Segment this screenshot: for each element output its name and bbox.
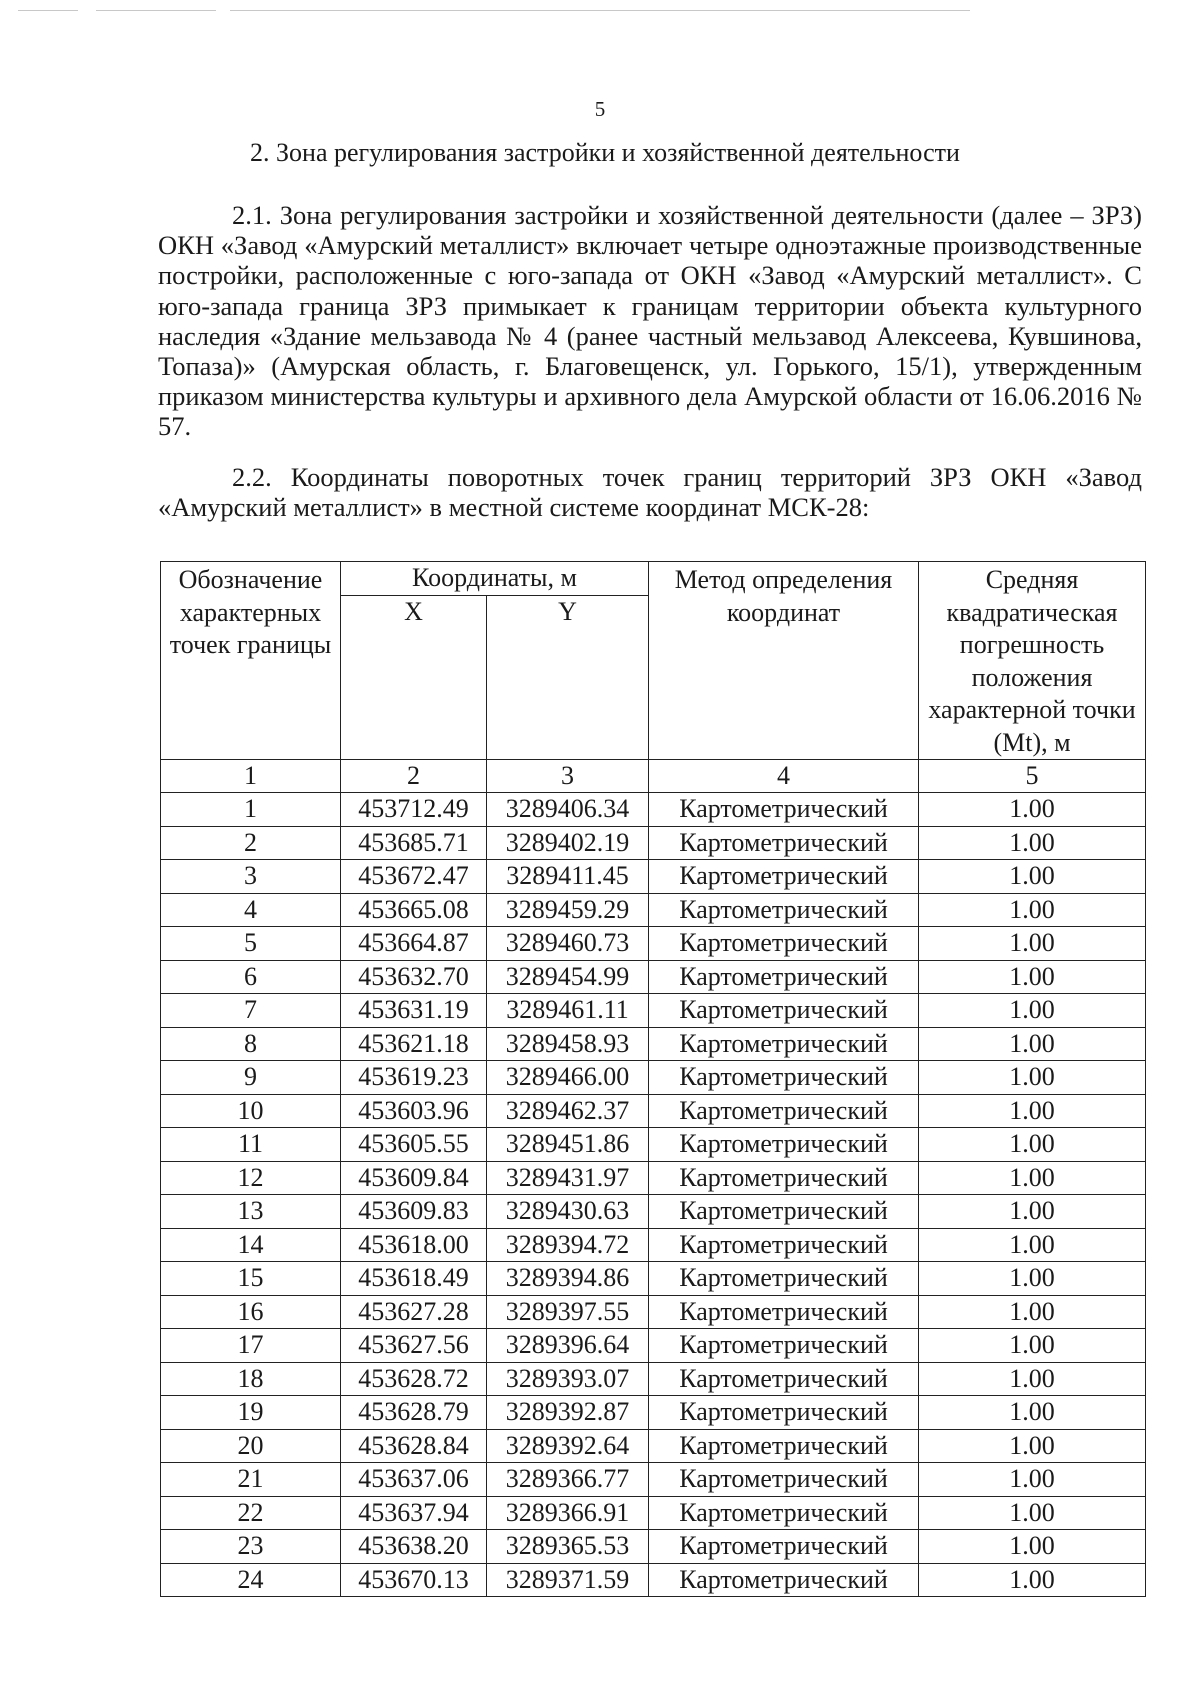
cell-error: 1.00 bbox=[919, 1563, 1146, 1597]
header-coordinates: Координаты, м bbox=[341, 562, 649, 596]
cell-point: 1 bbox=[161, 793, 341, 827]
cell-method: Картометрический bbox=[649, 927, 919, 961]
cell-x: 453664.87 bbox=[341, 927, 487, 961]
cell-method: Картометрический bbox=[649, 1463, 919, 1497]
cell-point: 5 bbox=[161, 927, 341, 961]
cell-y: 3289393.07 bbox=[487, 1362, 649, 1396]
cell-error: 1.00 bbox=[919, 1161, 1146, 1195]
table-row bbox=[161, 1228, 1146, 1262]
cell-x: 453618.00 bbox=[341, 1228, 487, 1262]
column-number: 1 bbox=[161, 760, 341, 793]
cell-y: 3289411.45 bbox=[487, 860, 649, 894]
cell-point: 14 bbox=[161, 1228, 341, 1262]
cell-method: Картометрический bbox=[649, 1228, 919, 1262]
scan-artifact-line bbox=[230, 10, 970, 11]
cell-y: 3289394.72 bbox=[487, 1228, 649, 1262]
scan-artifact-line bbox=[18, 10, 78, 11]
column-number: 4 bbox=[649, 760, 919, 793]
cell-error: 1.00 bbox=[919, 1463, 1146, 1497]
cell-x: 453638.20 bbox=[341, 1530, 487, 1564]
cell-x: 453628.79 bbox=[341, 1396, 487, 1430]
table-row bbox=[161, 793, 1146, 827]
cell-point: 2 bbox=[161, 826, 341, 860]
cell-x: 453605.55 bbox=[341, 1128, 487, 1162]
cell-error: 1.00 bbox=[919, 1530, 1146, 1564]
table-row bbox=[161, 860, 1146, 894]
cell-x: 453670.13 bbox=[341, 1563, 487, 1597]
column-number: 3 bbox=[487, 760, 649, 793]
cell-error: 1.00 bbox=[919, 994, 1146, 1028]
cell-y: 3289431.97 bbox=[487, 1161, 649, 1195]
cell-method: Картометрический bbox=[649, 1094, 919, 1128]
cell-point: 3 bbox=[161, 860, 341, 894]
cell-point: 12 bbox=[161, 1161, 341, 1195]
cell-y: 3289394.86 bbox=[487, 1262, 649, 1296]
table-row bbox=[161, 1496, 1146, 1530]
cell-error: 1.00 bbox=[919, 1027, 1146, 1061]
cell-point: 16 bbox=[161, 1295, 341, 1329]
cell-y: 3289454.99 bbox=[487, 960, 649, 994]
cell-method: Картометрический bbox=[649, 893, 919, 927]
cell-x: 453631.19 bbox=[341, 994, 487, 1028]
header-point: Обозначение характерных точек границы bbox=[161, 562, 341, 760]
cell-error: 1.00 bbox=[919, 1396, 1146, 1430]
cell-x: 453627.56 bbox=[341, 1329, 487, 1363]
cell-point: 22 bbox=[161, 1496, 341, 1530]
table-row bbox=[161, 1362, 1146, 1396]
cell-point: 19 bbox=[161, 1396, 341, 1430]
cell-method: Картометрический bbox=[649, 994, 919, 1028]
cell-method: Картометрический bbox=[649, 1195, 919, 1229]
cell-y: 3289366.77 bbox=[487, 1463, 649, 1497]
table-row bbox=[161, 927, 1146, 961]
table-row bbox=[161, 1329, 1146, 1363]
table-row bbox=[161, 1262, 1146, 1296]
cell-method: Картометрический bbox=[649, 860, 919, 894]
cell-method: Картометрический bbox=[649, 1496, 919, 1530]
table-row bbox=[161, 1396, 1146, 1430]
cell-y: 3289461.11 bbox=[487, 994, 649, 1028]
cell-method: Картометрический bbox=[649, 1027, 919, 1061]
page-number: 5 bbox=[594, 97, 606, 121]
cell-y: 3289371.59 bbox=[487, 1563, 649, 1597]
paragraph-coordinates-intro: 2.2. Координаты поворотных точек границ территорий ЗРЗ ОКН «Завод «Амурский металлист» в местной системе координат МСК-28: bbox=[158, 462, 1142, 523]
cell-x: 453665.08 bbox=[341, 893, 487, 927]
cell-method: Картометрический bbox=[649, 1295, 919, 1329]
cell-point: 9 bbox=[161, 1061, 341, 1095]
scan-artifact-line bbox=[96, 10, 216, 11]
cell-x: 453672.47 bbox=[341, 860, 487, 894]
cell-y: 3289430.63 bbox=[487, 1195, 649, 1229]
header-error: Средняя квадратическая погрешность положения характерной точки (Mt), м bbox=[919, 562, 1146, 760]
cell-point: 7 bbox=[161, 994, 341, 1028]
cell-x: 453618.49 bbox=[341, 1262, 487, 1296]
cell-x: 453628.72 bbox=[341, 1362, 487, 1396]
table-row bbox=[161, 1195, 1146, 1229]
cell-y: 3289460.73 bbox=[487, 927, 649, 961]
cell-x: 453619.23 bbox=[341, 1061, 487, 1095]
cell-method: Картометрический bbox=[649, 1396, 919, 1430]
table-row bbox=[161, 1463, 1146, 1497]
cell-point: 21 bbox=[161, 1463, 341, 1497]
table-row bbox=[161, 1061, 1146, 1095]
cell-method: Картометрический bbox=[649, 1128, 919, 1162]
cell-y: 3289365.53 bbox=[487, 1530, 649, 1564]
table-row bbox=[161, 960, 1146, 994]
cell-y: 3289459.29 bbox=[487, 893, 649, 927]
cell-x: 453685.71 bbox=[341, 826, 487, 860]
cell-y: 3289397.55 bbox=[487, 1295, 649, 1329]
cell-point: 20 bbox=[161, 1429, 341, 1463]
cell-x: 453637.06 bbox=[341, 1463, 487, 1497]
header-method: Метод определения координат bbox=[649, 562, 919, 760]
table-row bbox=[161, 1563, 1146, 1597]
cell-y: 3289466.00 bbox=[487, 1061, 649, 1095]
cell-error: 1.00 bbox=[919, 1094, 1146, 1128]
cell-y: 3289462.37 bbox=[487, 1094, 649, 1128]
header-y: Y bbox=[487, 595, 649, 759]
cell-point: 18 bbox=[161, 1362, 341, 1396]
coordinates-table-body bbox=[161, 793, 1146, 1597]
cell-method: Картометрический bbox=[649, 1262, 919, 1296]
cell-error: 1.00 bbox=[919, 860, 1146, 894]
cell-error: 1.00 bbox=[919, 1362, 1146, 1396]
cell-x: 453712.49 bbox=[341, 793, 487, 827]
cell-point: 6 bbox=[161, 960, 341, 994]
cell-x: 453637.94 bbox=[341, 1496, 487, 1530]
cell-error: 1.00 bbox=[919, 1329, 1146, 1363]
cell-y: 3289458.93 bbox=[487, 1027, 649, 1061]
table-row bbox=[161, 1128, 1146, 1162]
column-number: 2 bbox=[341, 760, 487, 793]
table-row bbox=[161, 1094, 1146, 1128]
cell-y: 3289392.87 bbox=[487, 1396, 649, 1430]
cell-y: 3289406.34 bbox=[487, 793, 649, 827]
cell-x: 453627.28 bbox=[341, 1295, 487, 1329]
cell-point: 23 bbox=[161, 1530, 341, 1564]
cell-x: 453621.18 bbox=[341, 1027, 487, 1061]
cell-y: 3289396.64 bbox=[487, 1329, 649, 1363]
cell-point: 4 bbox=[161, 893, 341, 927]
cell-x: 453632.70 bbox=[341, 960, 487, 994]
cell-x: 453628.84 bbox=[341, 1429, 487, 1463]
table-row bbox=[161, 1429, 1146, 1463]
table-row bbox=[161, 1530, 1146, 1564]
cell-method: Картометрический bbox=[649, 1429, 919, 1463]
table-row bbox=[161, 1161, 1146, 1195]
cell-error: 1.00 bbox=[919, 1295, 1146, 1329]
section-heading: 2. Зона регулирования застройки и хозяйственной деятельности bbox=[250, 138, 960, 167]
cell-method: Картометрический bbox=[649, 1362, 919, 1396]
cell-point: 15 bbox=[161, 1262, 341, 1296]
table-row bbox=[161, 893, 1146, 927]
table-row bbox=[161, 1295, 1146, 1329]
cell-error: 1.00 bbox=[919, 893, 1146, 927]
cell-x: 453609.84 bbox=[341, 1161, 487, 1195]
table-row bbox=[161, 826, 1146, 860]
table-row bbox=[161, 994, 1146, 1028]
cell-method: Картометрический bbox=[649, 1563, 919, 1597]
cell-point: 17 bbox=[161, 1329, 341, 1363]
cell-error: 1.00 bbox=[919, 1061, 1146, 1095]
cell-error: 1.00 bbox=[919, 1228, 1146, 1262]
cell-point: 24 bbox=[161, 1563, 341, 1597]
cell-y: 3289451.86 bbox=[487, 1128, 649, 1162]
cell-method: Картометрический bbox=[649, 1329, 919, 1363]
column-number: 5 bbox=[919, 760, 1146, 793]
cell-method: Картометрический bbox=[649, 1530, 919, 1564]
cell-y: 3289402.19 bbox=[487, 826, 649, 860]
cell-method: Картометрический bbox=[649, 1161, 919, 1195]
cell-error: 1.00 bbox=[919, 1195, 1146, 1229]
cell-method: Картометрический bbox=[649, 793, 919, 827]
header-x: X bbox=[341, 595, 487, 759]
cell-x: 453609.83 bbox=[341, 1195, 487, 1229]
cell-x: 453603.96 bbox=[341, 1094, 487, 1128]
cell-error: 1.00 bbox=[919, 1429, 1146, 1463]
table-row bbox=[161, 1027, 1146, 1061]
cell-point: 10 bbox=[161, 1094, 341, 1128]
cell-point: 13 bbox=[161, 1195, 341, 1229]
paragraph-zone-description: 2.1. Зона регулирования застройки и хозяйственной деятельности (далее – ЗРЗ) ОКН «Завод «Амурский металлист» включает четыре одноэтажные производственные постройки, расположенные с юго-запада от ОКН «Завод «Амурский металлист». С юго-запада граница ЗРЗ примыкает к границам территории объекта культурного наследия «Здание мельзавода № 4 (ранее частный мельзавод Алексеева, Кувшинова, Топаза)» (Амурская область, г. Благовещенск, ул. Горького, 15/1), утвержденным приказом министерства культуры и архивного дела Амурской области от 16.06.2016 № 57. bbox=[158, 200, 1142, 442]
cell-error: 1.00 bbox=[919, 826, 1146, 860]
cell-method: Картометрический bbox=[649, 1061, 919, 1095]
cell-point: 8 bbox=[161, 1027, 341, 1061]
cell-y: 3289392.64 bbox=[487, 1429, 649, 1463]
cell-method: Картометрический bbox=[649, 960, 919, 994]
cell-error: 1.00 bbox=[919, 927, 1146, 961]
cell-method: Картометрический bbox=[649, 826, 919, 860]
cell-error: 1.00 bbox=[919, 1128, 1146, 1162]
cell-error: 1.00 bbox=[919, 793, 1146, 827]
cell-error: 1.00 bbox=[919, 1262, 1146, 1296]
cell-error: 1.00 bbox=[919, 1496, 1146, 1530]
cell-y: 3289366.91 bbox=[487, 1496, 649, 1530]
cell-error: 1.00 bbox=[919, 960, 1146, 994]
cell-point: 11 bbox=[161, 1128, 341, 1162]
coordinates-table bbox=[160, 561, 1146, 1597]
